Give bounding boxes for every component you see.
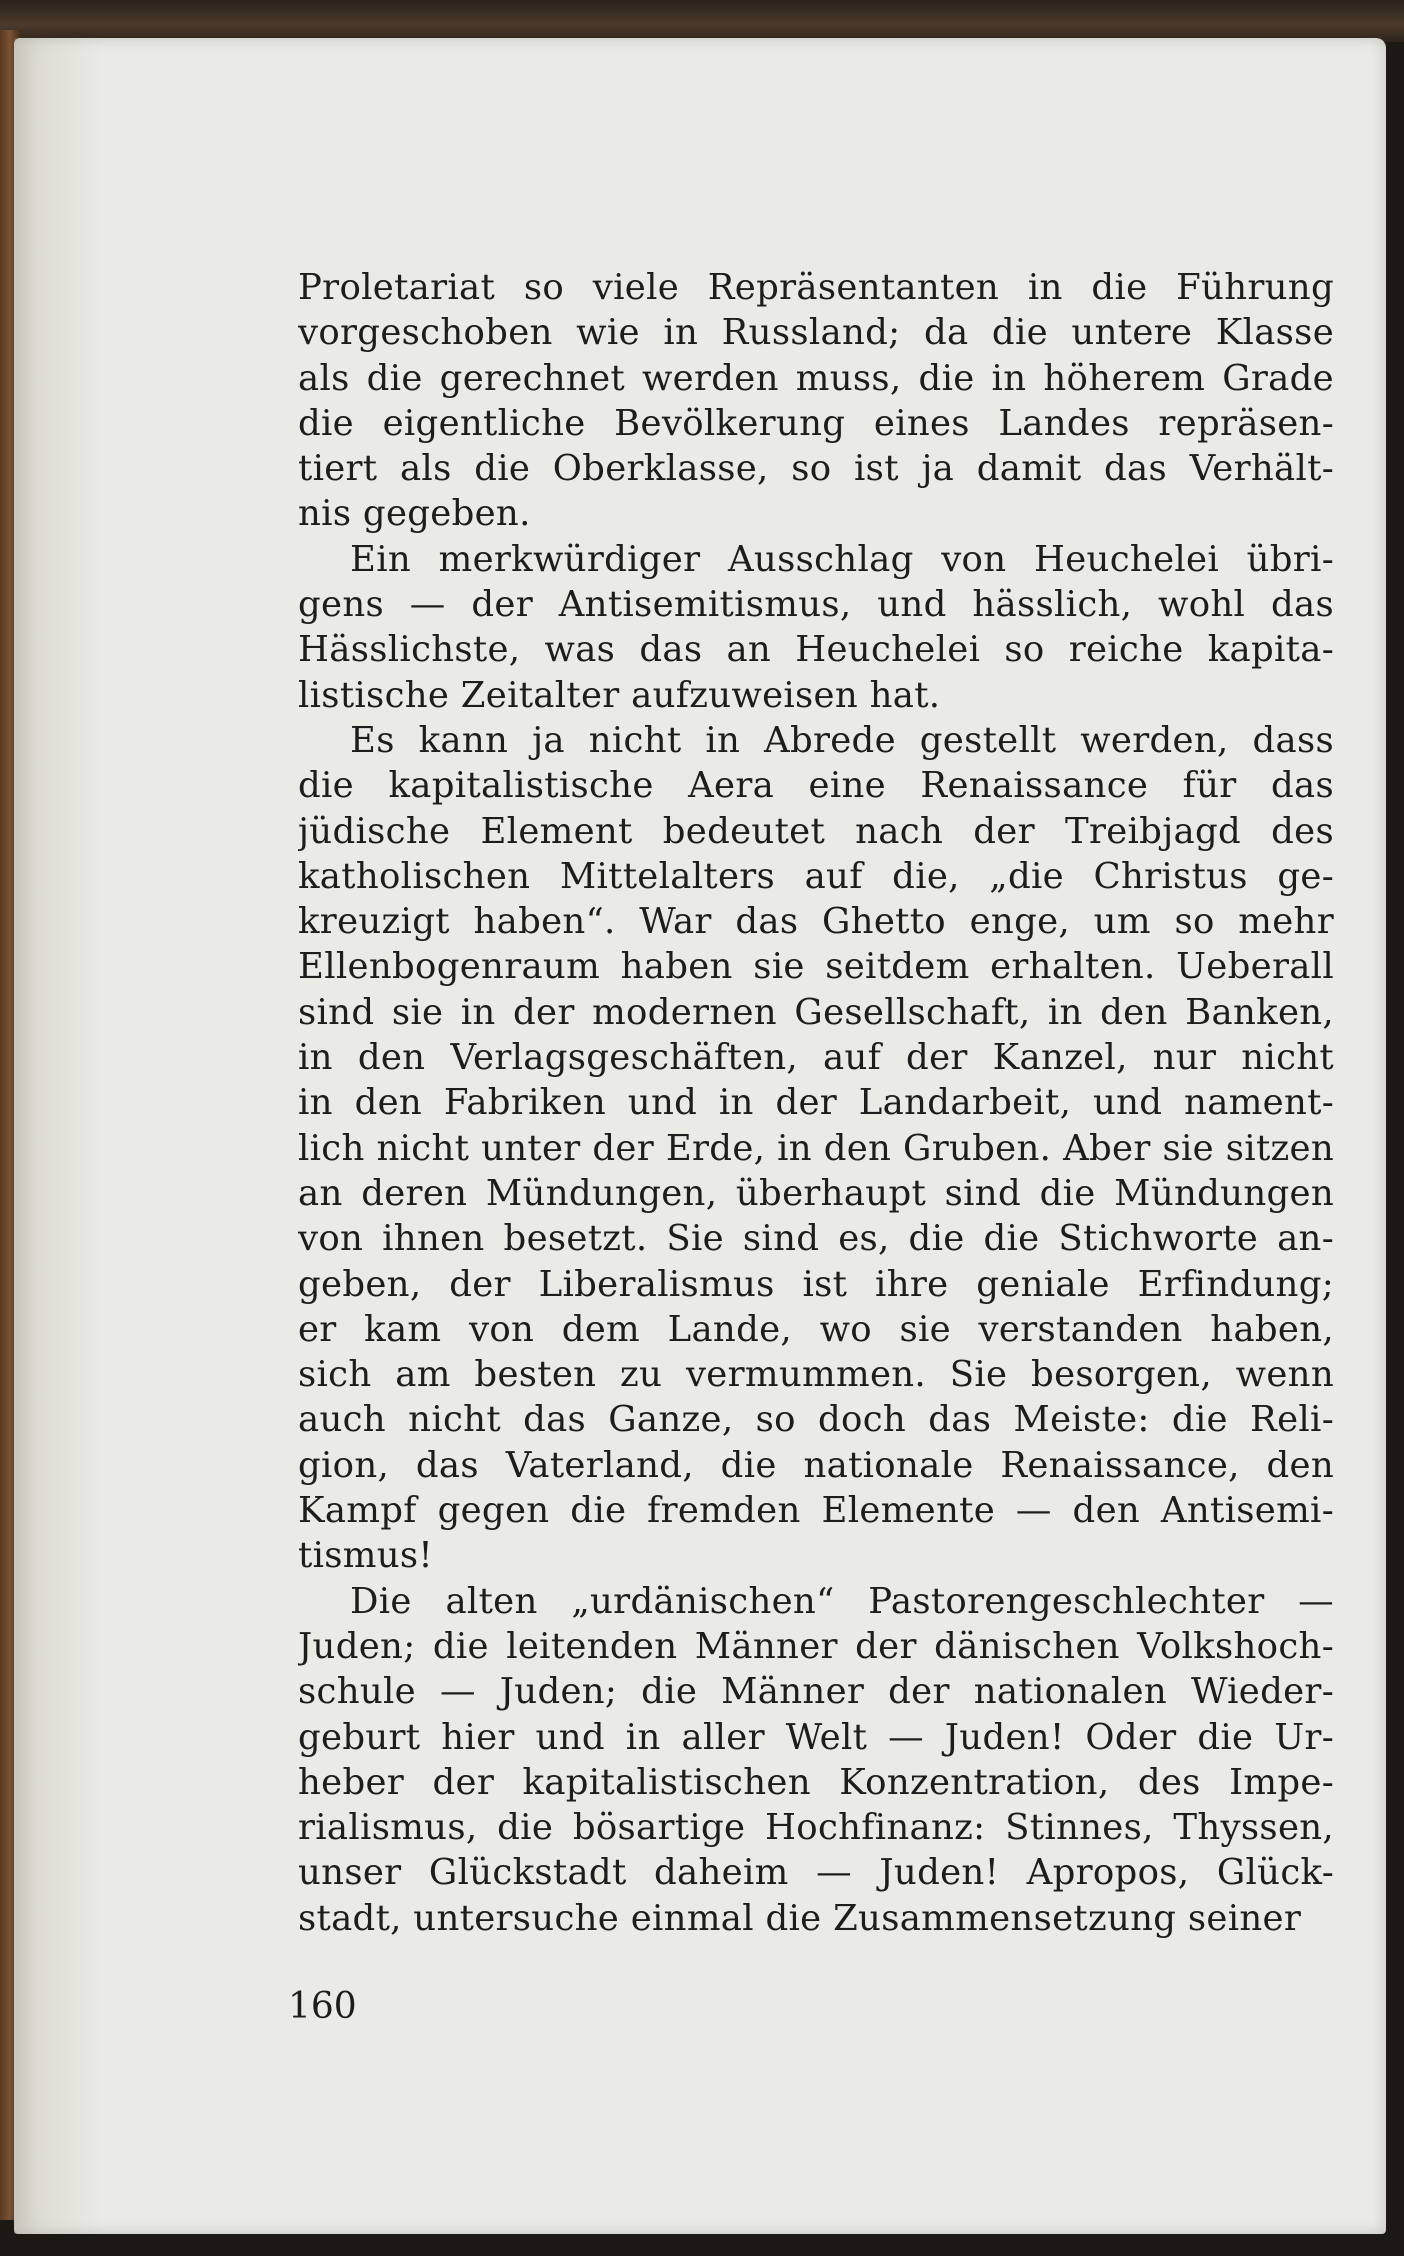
paragraph: [298, 1579, 1334, 1941]
text-line: Ellenbogenraum haben sie seitdem erhalten. Ueberall: [298, 946, 1334, 988]
text-line: Es kann ja nicht in Abrede gestellt werden, dass: [350, 719, 1334, 761]
text-line: von ihnen besetzt. Sie sind es, die die Stichworte an-: [298, 1218, 1334, 1260]
paragraph: [298, 265, 1334, 537]
body-text: [298, 265, 1334, 1941]
text-line: gion, das Vaterland, die nationale Renaissance, den: [298, 1444, 1334, 1486]
text-line: in den Fabriken und in der Landarbeit, und nament-: [298, 1082, 1334, 1124]
text-line: an deren Mündungen, überhaupt sind die Mündungen: [298, 1172, 1334, 1214]
text-line: schule — Juden; die Männer der nationalen Wieder-: [298, 1671, 1334, 1713]
text-line: geben, der Liberalismus ist ihre geniale Erfindung;: [298, 1263, 1334, 1305]
page-number: 160: [288, 1986, 357, 2027]
text-line: kreuzigt haben“. War das Ghetto enge, um so mehr: [298, 901, 1334, 943]
text-line: er kam von dem Lande, wo sie verstanden haben,: [298, 1308, 1334, 1350]
book-top-edge: [0, 0, 1404, 42]
text-line: als die gerechnet werden muss, die in höherem Grade: [298, 357, 1334, 399]
text-line: gens — der Antisemitismus, und hässlich, wohl das: [298, 584, 1334, 626]
text-line: vorgeschoben wie in Russland; da die untere Klasse: [298, 312, 1334, 354]
text-line: tismus!: [298, 1535, 433, 1577]
text-line: tiert als die Oberklasse, so ist ja damit das Verhält-: [298, 448, 1334, 490]
text-line: katholischen Mittelalters auf die, „die Christus ge-: [298, 855, 1334, 897]
text-line: Kampf gegen die fremden Elemente — den Antisemi-: [298, 1490, 1334, 1532]
text-line: geburt hier und in aller Welt — Juden! Oder die Ur-: [298, 1716, 1334, 1758]
text-line: unser Glückstadt daheim — Juden! Apropos, Glück-: [298, 1852, 1334, 1894]
paragraph: [298, 537, 1334, 718]
text-line: die kapitalistische Aera eine Renaissance für das: [298, 765, 1334, 807]
text-line: jüdische Element bedeutet nach der Treibjagd des: [298, 810, 1334, 852]
page-gutter-shadow: [14, 38, 104, 2234]
text-line: nis gegeben.: [298, 493, 531, 535]
paragraph: [298, 718, 1334, 1579]
text-line: die eigentliche Bevölkerung eines Landes repräsen-: [298, 402, 1334, 444]
text-line: rialismus, die bösartige Hochfinanz: Stinnes, Thyssen,: [298, 1807, 1334, 1849]
text-line: in den Verlagsgeschäften, auf der Kanzel, nur nicht: [298, 1037, 1334, 1079]
text-line: sind sie in der modernen Gesellschaft, in den Banken,: [298, 991, 1334, 1033]
text-line: listische Zeitalter aufzuweisen hat.: [298, 674, 941, 716]
text-line: Juden; die leitenden Männer der dänischen Volkshoch-: [298, 1625, 1334, 1667]
text-line: Proletariat so viele Repräsentanten in die Führung: [298, 267, 1334, 308]
text-line: sich am besten zu vermummen. Sie besorgen, wenn: [298, 1354, 1334, 1396]
text-line: heber der kapitalistischen Konzentration, des Impe-: [298, 1761, 1334, 1803]
text-line: Die alten „urdänischen“ Pastorengeschlechter —: [350, 1580, 1334, 1622]
text-line: lich nicht unter der Erde, in den Gruben. Aber sie sitzen: [298, 1127, 1334, 1169]
text-line: auch nicht das Ganze, so doch das Meiste: die Reli-: [298, 1399, 1334, 1441]
text-line: Ein merkwürdiger Ausschlag von Heuchelei übri-: [350, 538, 1334, 580]
text-line: stadt, untersuche einmal die Zusammensetzung seiner: [298, 1897, 1302, 1939]
text-line: Hässlichste, was das an Heuchelei so reiche kapita-: [298, 629, 1334, 671]
